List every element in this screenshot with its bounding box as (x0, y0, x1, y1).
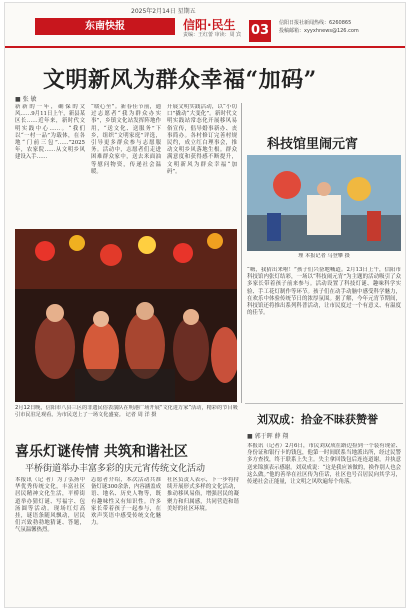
lantern-festival-photo (15, 229, 237, 402)
editors-line: 责编：王红蕾 审读：周 宾 (183, 32, 242, 38)
contact-email: 投稿邮箱：xyyxhnews@126.com (279, 28, 359, 34)
newspaper-logo: 东南快报 (35, 18, 175, 35)
science-photo-caption: 理 本报记者 马登攀 摄 (298, 253, 350, 259)
masthead (5, 16, 405, 44)
main-headline: 文明新风为群众幸福“加码” (43, 67, 317, 93)
right-top-body: “嗨，我猜出来啦！”孩子们兴奋地喊道。2月13日上午，信阳市科技馆内张灯结彩，一场以“科技闹元宵”为主题的活动吸引了众多家长带着孩子前来参与。活动设置了科技灯谜、趣味科学实验、手工花灯制作等环节。孩子们在动手动脑中感受科学魅力，在欢乐中体验传统节日的浓厚氛围。据了解，今年元宵节期间，科技馆还将推出系列科普活动，让市民度过一个有意义、有温度的佳节。 (247, 267, 401, 317)
main-story-column-2: “暖心至”。新春佳节前，通过志愿者“我为群众办实事”，乡镇文化站发挥阵地作用，“送文化、送服务”下乡，组织“文明家庭”评选，引导更多群众参与志愿服务。活动中，志愿者们走进困难群众家中，送去米面油等慰问物资，传递社会温暖。 (91, 104, 161, 175)
section-title: 信阳·民生 (183, 18, 236, 32)
right-bottom-body: 本报讯（记者）2月6日，市民刘双成在路边捡到一个装有现金、身份证和银行卡的钱包，他第一时间联系当地派出所，经过民警多方查找，终于联系上失主。失主拿回钱包后连连道谢，并执意送来锦旗表示感谢。刘双成说：“这是我应该做的，换作别人也会这么做。”他的善举在社区传为佳话，社区也号召居民向其学习，传递社会正能量，让文明之风吹遍每个角落。 (247, 443, 401, 486)
story2-headline: 喜乐灯谜传情 共筑和谐社区 (15, 444, 188, 460)
main-story-column-3: 开展文明实践活动，以“小切口”撬动“大变化”。新时代文明实践站常态化开展移风易俗宣传，倡导婚事新办、丧事简办。各村修订完善村规民约，成立红白理事会，推动文明乡风落地生根。群众满意度和获得感不断提升，文明新风为群众幸福“加码”。 (167, 104, 237, 175)
story2-subhead: 平桥街道举办丰富多彩的庆元宵传统文化活动 (25, 464, 206, 474)
column-divider (241, 103, 242, 403)
right-divider (245, 403, 403, 404)
newspaper-page (4, 2, 406, 608)
story2-column-3: 社区负责人表示，下一步将持续开展形式多样的文化活动，推动移风易俗，增强居民的凝聚力和归属感，共同营造和谐美好的社区环境。 (167, 477, 239, 512)
main-byline: ■ 张 敏 (15, 96, 37, 103)
main-photo-caption: 2月12日晚，信阳市八县三区的非遗民俗表演队在明港广场开展“文化进万家”活动，精彩的节目吸引市民驻足观看。为市民送上了一场文化盛宴。 记者 周 洋 摄 (15, 405, 238, 418)
contact-hotline: 信阳日报社新闻热线：6260865 (279, 20, 352, 26)
main-story-column-1: 新新的一年，确保的文风……9月11日上午，新县某区长……近年来，新时代文明实践中心……。“我们以“一村一品”为载体，在各地“门前三包”……”2025年，农家院……从文明乡风建设入手…… (15, 104, 85, 161)
right-bottom-headline: 刘双成：拾金不昧获赞誉 (257, 413, 378, 426)
dateline: 2025年2月14日 星期五 (131, 8, 196, 15)
right-top-headline: 科技馆里闹元宵 (267, 137, 359, 152)
right-bottom-byline: ■ 郭于晖 薛 翔 (247, 433, 289, 440)
page-number: 03 (249, 20, 271, 42)
science-museum-image (247, 155, 401, 251)
contact-info (279, 19, 359, 35)
science-museum-photo (247, 155, 401, 251)
main-photo (15, 229, 237, 402)
story2-column-1: 本报讯（记 者）为了弘扬中华优秀传统文化，丰富社区居民精神文化生活，平桥街道举办猜灯谜、写福字、包汤圆等活动。现场红灯高挂，谜语条随风飘动，居民们兴致勃勃地猜谜、答题，气氛温馨热烈。 (15, 477, 85, 534)
masthead-rule (5, 46, 405, 48)
story2-column-2: 志愿者介绍，本次活动共准备灯谜300余条，内容涵盖成语、地名、历史人物等，既有趣味性又有知识性。许多家长带着孩子一起参与，在欢声笑语中感受传统文化魅力。 (91, 477, 161, 527)
